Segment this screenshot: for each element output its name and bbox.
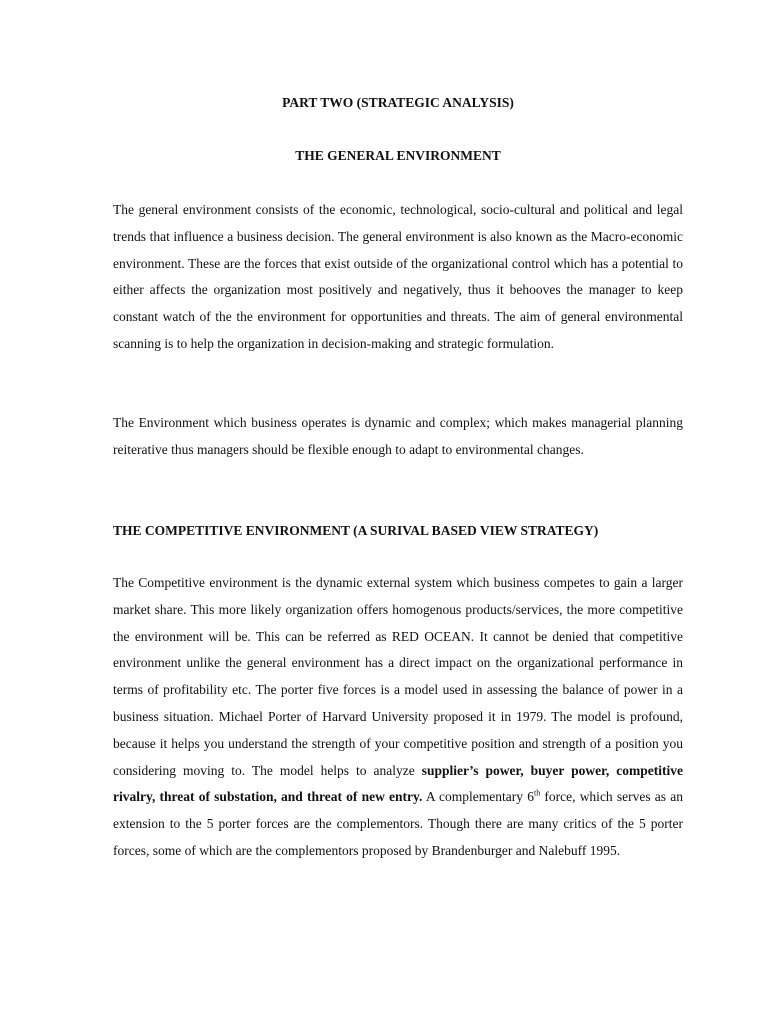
paragraph-text-part3: force, which serves as an extension to the 5 porter forces are the complementors. Though there are many critics of the 5 porter forces, some of which are the complementors proposed by Brandenburger and Nalebuff 1995. xyxy=(113,789,683,858)
paragraph-text-part1: The Competitive environment is the dynamic external system which business competes to gain a larger market share. This more likely organization offers homogenous products/services, the more competitive the environment will be. This can be referred as RED OCEAN. It cannot be denied that competitive environment unlike the general environment has a direct impact on the organizational performance in terms of profitability etc. The porter five forces is a model used in assessing the balance of power in a business situation. Michael Porter of Harvard University proposed it in 1979. The model is profound, because it helps you understand the strength of your competitive position and strength of a position you considering moving to. The model helps to analyze xyxy=(113,575,683,778)
section-title: THE GENERAL ENVIRONMENT xyxy=(295,148,501,163)
part-title: PART TWO (STRATEGIC ANALYSIS) xyxy=(282,95,514,110)
environment-dynamics-paragraph: The Environment which business operates is dynamic and complex; which makes managerial planning reiterative thus managers should be flexible enough to adapt to environmental changes. xyxy=(113,415,683,457)
competitive-environment-heading: THE COMPETITIVE ENVIRONMENT (A SURIVAL BASED VIEW STRATEGY) xyxy=(113,523,599,538)
superscript-th: th xyxy=(533,788,541,798)
competitive-environment-paragraph xyxy=(113,570,683,865)
general-environment-paragraph: The general environment consists of the economic, technological, socio-cultural and political and legal trends that influence a business decision. The general environment is also known as the Macro-economic environment. These are the forces that exist outside of the organizational control which has a potential to either affects the organization most positively and negatively, thus it behooves the manager to keep constant watch of the the environment for opportunities and threats. The aim of general environmental scanning is to help the organization in decision-making and strategic formulation. xyxy=(113,202,683,351)
paragraph-text-part2: A complementary 6 xyxy=(422,789,534,805)
paragraph-bold-forces: supplier’s power, buyer power, competitive rivalry, threat of substation, and threat of new entry. xyxy=(113,762,683,805)
